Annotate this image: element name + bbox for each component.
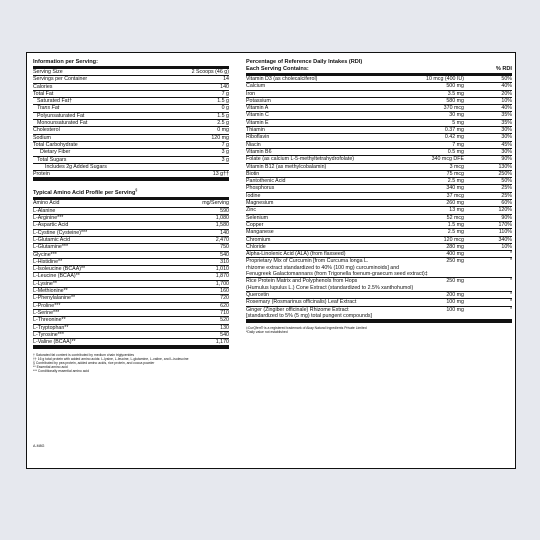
rdi-nutrient: Vitamin E	[246, 119, 269, 126]
amino-row	[33, 295, 229, 302]
rdi-nutrient: Potassium	[246, 97, 271, 104]
amino-value: 130	[220, 324, 229, 331]
amino-row	[33, 332, 229, 339]
rdi-nutrient: Vitamin B12 (as methylcobalamin)	[246, 163, 327, 170]
rdi-nutrient: Copper	[246, 221, 264, 228]
rdi-amount: 13 mg	[449, 207, 464, 214]
rdi-nutrient: (Humulus lupulus L.) Cone Extract (standardized to 2.5% xanthohumol)	[246, 284, 414, 291]
rdi-row	[246, 251, 512, 258]
rdi-percent: 130%	[498, 163, 512, 170]
rdi-subheader-row	[246, 66, 512, 73]
rdi-row	[246, 222, 512, 229]
rdi-percent: 170%	[498, 221, 512, 228]
amino-label: L-Isoleucine (BCAA)**	[33, 266, 86, 273]
rdi-nutrient: Riboflavin	[246, 134, 270, 141]
amino-value: 1,170	[215, 339, 229, 346]
info-value: 14	[223, 76, 229, 83]
rdi-row	[246, 120, 512, 127]
amino-row	[33, 303, 229, 310]
info-row	[33, 84, 229, 91]
rdi-row	[246, 164, 512, 171]
amino-label: L-Alanine	[33, 207, 56, 214]
amino-header-sup: §	[135, 188, 138, 193]
rdi-amount: 580 mg	[446, 97, 464, 104]
amino-label: Glycine***	[33, 251, 57, 258]
rdi-nutrient: [standardized to 5% (5 mg) total pungent compounds]	[246, 312, 373, 319]
rdi-amount: 30 mg	[449, 112, 464, 119]
rdi-amount: 2.5 mg	[447, 178, 464, 185]
rdi-nutrient: Iodine	[246, 192, 261, 199]
info-label: Polyunsaturated Fat	[37, 112, 85, 119]
rdi-percent: 20%	[501, 90, 512, 97]
rdi-amount	[413, 285, 475, 291]
rdi-pct-header: % RDI	[495, 66, 512, 72]
rdi-amount: 340 mg	[446, 185, 464, 192]
amino-value: 620	[220, 302, 229, 309]
rdi-percent: 10%	[501, 97, 512, 104]
amino-footnotes	[33, 353, 229, 373]
rdi-row	[246, 229, 512, 236]
info-row	[33, 105, 229, 112]
amino-label: L-Histidine**	[33, 258, 63, 265]
rdi-amount: 52 mcg	[446, 214, 464, 221]
amino-row	[33, 230, 229, 237]
rdi-nutrient: Vitamin B6	[246, 148, 272, 155]
rdi-amount: 370 mcg	[443, 105, 464, 112]
rdi-subheader: Each Serving Contains:	[246, 66, 309, 72]
rdi-amount	[428, 271, 481, 277]
rdi-nutrient: Proprietary Mix of Curcumin [from Curcuma longa L.	[246, 258, 369, 265]
amino-value: 590	[220, 207, 229, 214]
rdi-amount: 10 mcg (400 IU)	[426, 76, 464, 82]
info-row	[33, 98, 229, 105]
rdi-amount: 500 mg	[446, 83, 464, 90]
footnote: †† 16 g total protein with added amino acids: L-lysine, L-leucine, L-glutamine, L-valine, and L-isoleucine	[33, 357, 189, 362]
rdi-row	[246, 185, 512, 192]
amino-value: 1,700	[215, 280, 229, 287]
info-label: Total Fat	[33, 90, 54, 97]
rdi-amount: 0.5 mg	[447, 148, 464, 155]
rdi-row	[246, 156, 512, 163]
rdi-nutrient: Chloride	[246, 243, 266, 250]
amino-label: L-Aspartic Acid	[33, 222, 69, 229]
rdi-nutrient: Iron	[246, 90, 256, 97]
amino-row	[33, 215, 229, 222]
info-label: Saturated Fat†	[37, 98, 73, 105]
info-label: Trans Fat	[37, 105, 60, 112]
rdi-nutrient: Ginger (Zingiber officinale) Rhizome Extract	[246, 306, 349, 313]
info-value: 3 g	[221, 156, 229, 163]
rdi-percent: 25%	[501, 185, 512, 192]
amino-row	[33, 237, 229, 244]
amino-row	[33, 273, 229, 280]
rdi-percent: 35%	[501, 112, 512, 119]
rdi-row	[246, 91, 512, 98]
rdi-percent: 30%	[501, 127, 512, 134]
info-table	[33, 69, 229, 178]
amino-row	[33, 252, 229, 259]
rdi-row	[246, 149, 512, 156]
rdi-row	[246, 313, 512, 320]
amino-label: L-Tryptophan**	[33, 324, 69, 331]
info-row	[33, 91, 229, 98]
info-label: Protein	[33, 171, 50, 178]
rdi-percent: 45%	[501, 141, 512, 148]
amino-row	[33, 208, 229, 215]
rdi-percent	[464, 313, 512, 319]
info-row	[33, 164, 229, 171]
rdi-percent: 110%	[498, 229, 512, 236]
info-row	[33, 113, 229, 120]
rdi-percent: *	[509, 258, 512, 265]
rdi-amount: 1.5 mg	[447, 221, 464, 228]
amino-label: L-Leucine (BCAA)**	[33, 273, 80, 280]
amino-row	[33, 222, 229, 229]
amino-label: L-Methionine**	[33, 288, 68, 295]
info-label: Includes 2g Added Sugars	[45, 163, 107, 170]
amino-value: 1,010	[215, 266, 229, 273]
amino-value: 1,870	[215, 273, 229, 280]
rdi-amount: 100 mg	[446, 306, 464, 313]
info-value: 7 g	[221, 141, 229, 148]
rdi-nutrient: Thiamin	[246, 127, 265, 134]
rdi-percent: 50%	[501, 178, 512, 185]
amino-value: 1,580	[215, 222, 229, 229]
info-label: Total Sugars	[37, 156, 67, 163]
info-label: Total Carbohydrate	[33, 141, 78, 148]
rdi-nutrient: Biotin	[246, 170, 260, 177]
rdi-percent: 35%	[501, 119, 512, 126]
rdi-row	[246, 112, 512, 119]
rdi-percent: 25%	[501, 192, 512, 199]
rdi-nutrient: Calcium	[246, 83, 266, 90]
rdi-row	[246, 76, 512, 83]
rdi-percent	[480, 271, 512, 277]
footnote: ** Essential amino acid	[33, 365, 68, 370]
rdi-amount: 37 mcg	[446, 192, 464, 199]
rdi-amount: 280 mg	[446, 243, 464, 250]
footnote: ‡CurQfen® is a registered trademark of Akay Natural Ingredients Private Limited	[246, 326, 367, 331]
info-label: Monounsaturated Fat	[37, 120, 88, 127]
info-value: 0 g	[221, 105, 229, 112]
rdi-amount: 3 mcg	[449, 163, 464, 170]
info-value: 0 mg	[217, 127, 229, 134]
rdi-nutrient: Quercetin	[246, 291, 269, 298]
rdi-nutrient: Pantothenic Acid	[246, 178, 286, 185]
amino-label: L-Phenylalanine**	[33, 295, 76, 302]
rdi-table	[246, 76, 512, 320]
rdi-amount: 200 mg	[446, 291, 464, 298]
rdi-column	[246, 58, 512, 334]
amino-column-headers	[33, 200, 229, 208]
rdi-nutrient: Alpha-Linolenic Acid (ALA) (from flaxseed)	[246, 251, 346, 258]
footnote: *Daily value not established	[246, 330, 288, 335]
rdi-row	[246, 134, 512, 141]
rdi-amount: 340 mcg DFE	[431, 156, 464, 163]
footnote: *** Conditionally essential amino acid	[33, 369, 89, 374]
info-value: 7 g	[221, 90, 229, 97]
info-label: Dietary Fiber	[40, 149, 71, 156]
amino-row	[33, 310, 229, 317]
info-row	[33, 171, 229, 178]
info-value: 3 g	[221, 149, 229, 156]
info-label: Servings per Container	[33, 76, 88, 83]
rdi-row	[246, 127, 512, 134]
rdi-row	[246, 237, 512, 244]
rdi-amount: 0.37 mg	[444, 127, 464, 134]
info-row	[33, 157, 229, 164]
info-row	[33, 142, 229, 149]
rdi-nutrient: Rosemary (Rosmarinus officinalis) Leaf Extract	[246, 299, 357, 306]
rdi-nutrient: Vitamin C	[246, 112, 269, 119]
rdi-percent: 340%	[498, 236, 512, 243]
rdi-percent: 10%	[501, 243, 512, 250]
rdi-amount: 100 mg	[446, 299, 464, 306]
rdi-percent: 50%	[501, 76, 512, 82]
rdi-amount: 3.5 mg	[447, 90, 464, 97]
rdi-nutrient: Folate (as calcium L-5-methyltetrahydrofolate)	[246, 156, 355, 163]
amino-row	[33, 288, 229, 295]
rdi-row	[246, 299, 512, 306]
supplement-facts-panel	[26, 52, 516, 469]
rdi-nutrient: Magnesium	[246, 200, 274, 207]
amino-row	[33, 281, 229, 288]
info-value: 1.5 g	[217, 98, 229, 105]
amino-value: 710	[220, 309, 229, 316]
info-row	[33, 127, 229, 134]
rdi-percent: *	[509, 251, 512, 258]
amino-row	[33, 266, 229, 273]
amino-header-text: Typical Amino Acid Profile per Serving	[33, 190, 136, 197]
rdi-row	[246, 285, 512, 292]
amino-label: L-Glutamic Acid	[33, 237, 71, 243]
rdi-nutrient: Fenugreek Galactomannans (from Trigonella foenum-graecum seed extract)‡	[246, 271, 428, 278]
rdi-percent: 120%	[498, 207, 512, 214]
rdi-nutrient: Vitamin A	[246, 105, 269, 112]
footnote: § Contributed by pea protein, added amino acids, rice protein, and cocoa powder	[33, 361, 155, 366]
amino-col-mg: mg/Serving	[202, 200, 229, 207]
info-label: Serving Size	[33, 69, 63, 75]
rdi-amount: 250 mg	[446, 278, 464, 285]
rdi-row	[246, 271, 512, 278]
rdi-nutrient: Chromium	[246, 236, 271, 243]
amino-value: 520	[220, 317, 229, 324]
amino-label: L-Cystine (Cysteine)***	[33, 229, 88, 236]
rdi-amount: 75 mcg	[446, 170, 464, 177]
rdi-nutrient: Niacin	[246, 141, 261, 148]
rdi-amount	[384, 313, 464, 319]
rdi-row	[246, 178, 512, 185]
info-row	[33, 149, 229, 156]
amino-value: 140	[220, 229, 229, 236]
info-value: 120 mg	[211, 134, 229, 141]
rdi-nutrient: Vitamin D3 (as cholecalciferol)	[246, 76, 318, 82]
amino-row	[33, 259, 229, 266]
rdi-row	[246, 105, 512, 112]
info-row	[33, 76, 229, 83]
info-value: 2 Scoops (46 g)	[191, 69, 229, 75]
amino-value: 750	[220, 244, 229, 251]
amino-value: 310	[220, 258, 229, 265]
rdi-nutrient: Selenium	[246, 214, 269, 221]
rdi-percent: 90%	[501, 214, 512, 221]
rdi-amount: 400 mg	[446, 251, 464, 258]
info-value: 140	[220, 83, 229, 90]
rdi-row	[246, 142, 512, 149]
amino-header	[33, 186, 229, 197]
info-label: Sodium	[33, 134, 51, 141]
rdi-row	[246, 207, 512, 214]
divider	[246, 320, 512, 323]
amino-value: 540	[220, 331, 229, 338]
rdi-row	[246, 98, 512, 105]
rdi-nutrient: Rice Protein Matrix and Polyphenols from Hops	[246, 278, 358, 285]
rdi-percent: *	[509, 278, 512, 285]
rdi-row	[246, 244, 512, 251]
amino-row	[33, 339, 229, 346]
rdi-row	[246, 215, 512, 222]
rdi-footnotes	[246, 326, 512, 334]
rdi-percent: *	[509, 299, 512, 306]
rdi-percent: 60%	[501, 200, 512, 207]
amino-row	[33, 325, 229, 332]
amino-col-name: Amino Acid	[33, 200, 60, 207]
rdi-percent	[475, 285, 512, 291]
amino-label: L-Lysine**	[33, 280, 57, 287]
rdi-row	[246, 292, 512, 299]
amino-row	[33, 317, 229, 324]
rdi-header: Percentage of Reference Daily Intakes (RDI)	[246, 59, 363, 65]
info-row	[33, 135, 229, 142]
rdi-percent: 250%	[498, 170, 512, 177]
amino-value: 720	[220, 295, 229, 302]
rdi-amount: 5 mg	[452, 119, 464, 126]
rdi-amount: 120 mcg	[443, 236, 464, 243]
rdi-nutrient: Phosphorus	[246, 185, 275, 192]
rdi-row	[246, 200, 512, 207]
amino-row	[33, 244, 229, 251]
rdi-percent: 40%	[501, 83, 512, 90]
info-value: 2.5 g	[217, 120, 229, 127]
info-row	[33, 120, 229, 127]
rdi-percent: *	[509, 291, 512, 298]
rdi-nutrient: rhizome extract standardized to 40% (100 mg) curcuminoids] and	[246, 264, 400, 271]
rdi-row	[246, 83, 512, 90]
product-code: A-M8G	[33, 444, 45, 448]
info-value: 13 g††	[212, 171, 229, 178]
rdi-percent: 40%	[501, 105, 512, 112]
info-label: Cholesterol	[33, 127, 60, 134]
rdi-amount: 2.5 mg	[447, 229, 464, 236]
rdi-amount: 7 mg	[452, 141, 464, 148]
rdi-amount: 250 mg	[446, 258, 464, 265]
info-value: 1.5 g	[217, 112, 229, 119]
rdi-nutrient: Zinc	[246, 207, 257, 214]
rdi-row	[246, 193, 512, 200]
rdi-nutrient: Manganese	[246, 229, 274, 236]
info-label: Calories	[33, 83, 53, 90]
amino-table	[33, 208, 229, 347]
amino-label: L-Threonine**	[33, 317, 66, 324]
amino-label: L-Valine (BCAA)**	[33, 339, 76, 346]
rdi-percent: 90%	[501, 156, 512, 163]
rdi-percent: *	[509, 306, 512, 313]
rdi-percent: 30%	[501, 148, 512, 155]
divider	[33, 346, 229, 349]
amino-value: 160	[220, 288, 229, 295]
amino-label: L-Tyrosine***	[33, 331, 64, 338]
amino-label: L-Glutamine***	[33, 244, 69, 251]
footnote: † Saturated fat content is contributed by medium chain triglycerides	[33, 353, 135, 358]
amino-label: L-Proline***	[33, 302, 61, 309]
info-row	[33, 69, 229, 76]
info-column	[33, 58, 229, 373]
amino-label: L-Arginine***	[33, 215, 64, 222]
amino-label: L-Serine***	[33, 309, 60, 316]
rdi-percent: 30%	[501, 134, 512, 141]
amino-value: 2,470	[215, 237, 229, 243]
amino-value: 540	[220, 251, 229, 258]
rdi-amount: 0.42 mg	[444, 134, 464, 141]
info-header: Information per Serving:	[33, 59, 98, 65]
rdi-amount: 260 mg	[446, 200, 464, 207]
rdi-row	[246, 171, 512, 178]
amino-value: 1,080	[215, 215, 229, 222]
